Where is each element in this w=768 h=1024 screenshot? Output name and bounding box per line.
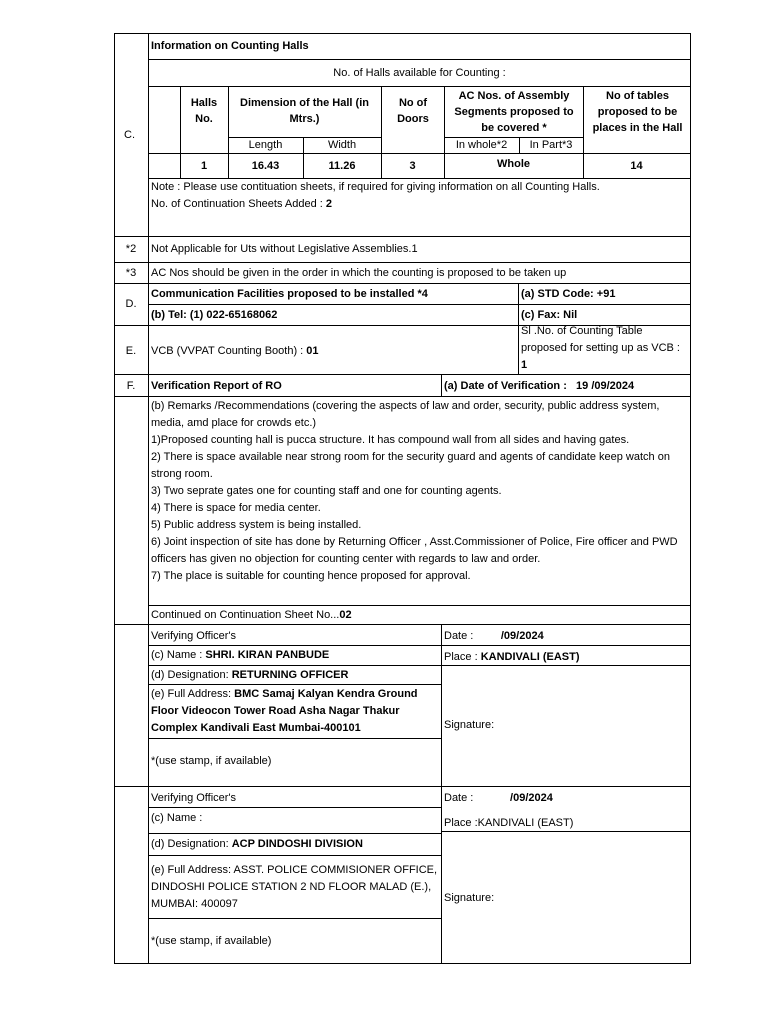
fax: (c) Fax: Nil	[521, 309, 578, 321]
cell-length: 16.43	[251, 160, 280, 172]
officer-designation: (d) Designation: ACP DINDOSHI DIVISION	[151, 838, 363, 850]
continued-on: Continued on Continuation Sheet No...02	[151, 609, 352, 621]
header-in-whole: In whole*2	[455, 139, 508, 151]
officer-address: (e) Full Address: BMC Samaj Kalyan Kendra Ground Floor Videocon Tower Road Asha Nagar Thakur Complex Kandivali East Mumbai-400101	[151, 688, 418, 734]
section-e-label: E.	[125, 345, 137, 357]
header-no-of-doors: No of Doors	[397, 97, 429, 125]
section-c-label: C.	[124, 129, 135, 141]
officer-designation: (d) Designation: RETURNING OFFICER	[151, 669, 349, 681]
stamp-note: *(use stamp, if available)	[151, 755, 272, 767]
header-in-part: In Part*3	[529, 139, 573, 151]
communication-title: Communication Facilities proposed to be installed *4	[151, 288, 428, 300]
officer-date: Date : /09/2024	[444, 792, 553, 804]
header-width: Width	[327, 139, 357, 151]
officer-date: Date : /09/2024	[444, 630, 544, 642]
signature-label: Signature:	[444, 892, 495, 904]
header-no-of-tables: No of tables proposed to be places in the Hall	[592, 90, 683, 134]
list-item: 2) There is space available near strong room for the security guard and agents of candidate keep watch on strong room.	[151, 451, 670, 480]
note-text: Note : Please use contituation sheets, if required for giving information on all Counting Halls.	[151, 181, 600, 193]
section-d-label: D.	[125, 298, 137, 310]
officer-heading: Verifying Officer's	[151, 630, 237, 642]
stamp-note: *(use stamp, if available)	[151, 935, 272, 947]
telephone: (b) Tel: (1) 022-65168062	[151, 309, 278, 321]
header-length: Length	[248, 139, 283, 151]
list-item: 4) There is space for media center.	[151, 502, 321, 514]
footnote-text: AC Nos should be given in the order in which the counting is proposed to be taken up	[151, 267, 567, 279]
officer-place: Place : KANDIVALI (EAST)	[444, 651, 580, 663]
header-dimension: Dimension of the Hall (in Mtrs.)	[240, 97, 369, 125]
list-item: 5) Public address system is being installed.	[151, 519, 362, 531]
cell-width: 11.26	[328, 160, 356, 172]
continuation-sheets: No. of Continuation Sheets Added : 2	[151, 198, 333, 210]
header-ac-nos: AC Nos. of Assembly Segments proposed to be covered *	[454, 90, 574, 134]
officer-heading: Verifying Officer's	[151, 792, 237, 804]
list-item: 7) The place is suitable for counting hence proposed for approval.	[151, 570, 471, 582]
signature-label: Signature:	[444, 719, 495, 731]
verification-title: Verification Report of RO	[151, 380, 282, 392]
section-c-title: Information on Counting Halls	[151, 40, 309, 52]
officer-place: Place :KANDIVALI (EAST)	[444, 817, 574, 829]
footnote-text: Not Applicable for Uts without Legislative Assemblies.1	[151, 243, 418, 255]
cell-doors: 3	[409, 160, 416, 172]
header-halls-no: Halls No.	[190, 97, 218, 125]
std-code: (a) STD Code: +91	[521, 288, 616, 300]
halls-available-label: No. of Halls available for Counting :	[333, 67, 506, 79]
remarks-list	[151, 398, 688, 585]
list-item: 3) Two seprate gates one for counting staff and one for counting agents.	[151, 485, 502, 497]
list-item: 6) Joint inspection of site has done by Returning Officer , Asst.Commissioner of Police, Fire officer and PWD officers has given no objection for counting center with regards to law and order.	[151, 536, 678, 565]
counting-table-slno: Sl .No. of Counting Table proposed for setting up as VCB : 1	[521, 325, 680, 371]
section-f-label: F.	[126, 380, 136, 392]
list-item: 1)Proposed counting hall is pucca structure. It has compound wall from all sides and having gates.	[151, 434, 630, 446]
vcb-info: VCB (VVPAT Counting Booth) : 01	[151, 345, 319, 357]
list-item: (b) Remarks /Recommendations (covering the aspects of law and order, security, public address system, media, amd place for crowds etc.)	[151, 400, 660, 429]
footnote-label: *2	[125, 243, 137, 255]
cell-hall-no: 1	[200, 160, 208, 172]
officer-name: (c) Name : SHRI. KIRAN PANBUDE	[151, 649, 330, 661]
cell-tables: 14	[630, 160, 643, 172]
verification-date: (a) Date of Verification : 19 /09/2024	[444, 380, 635, 392]
footnote-label: *3	[125, 267, 137, 279]
cell-ac: Whole	[497, 158, 530, 170]
officer-address: (e) Full Address: ASST. POLICE COMMISIONER OFFICE, DINDOSHI POLICE STATION 2 ND FLOOR MALAD (E.), MUMBAI: 400097	[151, 864, 438, 910]
officer-name: (c) Name :	[151, 812, 203, 824]
